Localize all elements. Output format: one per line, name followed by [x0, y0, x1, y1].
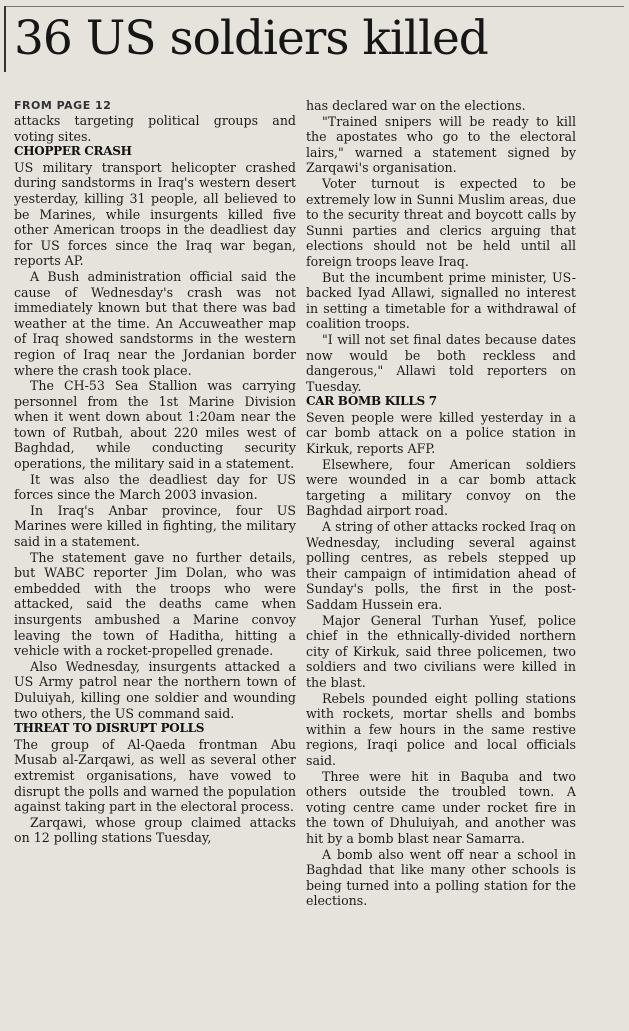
- article-paragraph: It was also the deadliest day for US forces since the March 2003 invasion.: [14, 471, 296, 503]
- article-paragraph: Elsewhere, four American soldiers were wounded in a car bomb attack targeting a military convoy on the Baghdad airport road.: [306, 456, 576, 519]
- article-paragraph: attacks targeting political groups and voting sites.: [14, 113, 296, 144]
- article-paragraph: A bomb also went off near a school in Baghdad that like many other schools is being turned into a polling station for the elections.: [306, 846, 576, 909]
- article-paragraph: US military transport helicopter crashed during sandstorms in Iraq's western desert yesterday, killing 31 people, all believed to be Marines, while insurgents killed five other American troops in the deadliest day for US forces since the Iraq war began, reports AP.: [14, 159, 296, 269]
- article-paragraph: A string of other attacks rocked Iraq on Wednesday, including several against polling centres, as rebels stepped up their campaign of intimidation ahead of Sunday's polls, the first in the post-Saddam Hussein era.: [306, 519, 576, 612]
- article-paragraph: "Trained snipers will be ready to kill the apostates who go to the electoral lairs," warned a statement signed by Zarqawi's organisation.: [306, 113, 576, 176]
- section-subhead: THREAT TO DISRUPT POLLS: [14, 721, 205, 736]
- article-paragraph: Rebels pounded eight polling stations with rockets, mortar shells and bombs within a few hours in the same restive regions, Iraqi police and local officials said.: [306, 690, 576, 768]
- left-column-body: [14, 113, 296, 846]
- article-paragraph: Voter turnout is expected to be extremely low in Sunni Muslim areas, due to the security threat and boycott calls by Sunni parties and clerics arguing that elections should not be held until all foreign troops leave Iraq.: [306, 175, 576, 269]
- section-subhead: CAR BOMB KILLS 7: [306, 394, 437, 409]
- article-paragraph: Also Wednesday, insurgents attacked a US Army patrol near the northern town of Duluiyah, killing one soldier and wounding two others, the US command said.: [14, 658, 296, 721]
- article-paragraph: Seven people were killed yesterday in a car bomb attack on a police station in Kirkuk, reports AFP.: [306, 409, 576, 457]
- article-paragraph: The CH-53 Sea Stallion was carrying personnel from the 1st Marine Division when it went down about 1:20am near the town of Rutbah, about 220 miles west of Baghdad, while conducting security operations, the military said in a statement.: [14, 378, 296, 472]
- continued-from-kicker: FROM PAGE 12: [14, 99, 112, 112]
- article-paragraph: A Bush administration official said the cause of Wednesday's crash was not immediately known but that there was bad weather at the time. An Accuweather map of Iraq showed sandstorms in the western region of Iraq near the Jordanian border where the crash took place.: [14, 268, 296, 378]
- article-paragraph: But the incumbent prime minister, US-backed Iyad Allawi, signalled no interest in setting a timetable for a withdrawal of coalition troops.: [306, 269, 576, 332]
- article-paragraph: In Iraq's Anbar province, four US Marines were killed in fighting, the military said in a statement.: [14, 502, 296, 550]
- article-paragraph: "I will not set final dates because dates now would be both reckless and dangerous," Allawi told reporters on Tuesday.: [306, 331, 576, 394]
- left-column: [14, 98, 296, 1028]
- article-paragraph: The group of Al-Qaeda frontman Abu Musab al-Zarqawi, as well as several other extremist organisations, have vowed to disrupt the polls and warned the population against taking part in the electoral process.: [14, 736, 296, 815]
- headline-rule: [4, 6, 6, 72]
- right-column: [306, 98, 576, 1028]
- right-column-body: [306, 98, 576, 909]
- article-paragraph: has declared war on the elections.: [306, 98, 526, 113]
- headline: 36 US soldiers killed: [14, 11, 488, 66]
- article-paragraph: Three were hit in Baquba and two others outside the troubled town. A voting centre came under rocket fire in the town of Dhuluiyah, and another was hit by a bomb blast near Samarra.: [306, 768, 576, 846]
- article-paragraph: Major General Turhan Yusef, police chief in the ethnically-divided northern city of Kirkuk, said three policemen, two soldiers and two civilians were killed in the blast.: [306, 612, 576, 690]
- article-paragraph: Zarqawi, whose group claimed attacks on 12 polling stations Tuesday,: [14, 814, 296, 846]
- article-paragraph: The statement gave no further details, but WABC reporter Jim Dolan, who was embedded with the troops who were attacked, said the deaths came when insurgents ambushed a Marine convoy leaving the town of Haditha, hitting a vehicle with a rocket-propelled grenade.: [14, 549, 296, 659]
- section-subhead: CHOPPER CRASH: [14, 144, 132, 159]
